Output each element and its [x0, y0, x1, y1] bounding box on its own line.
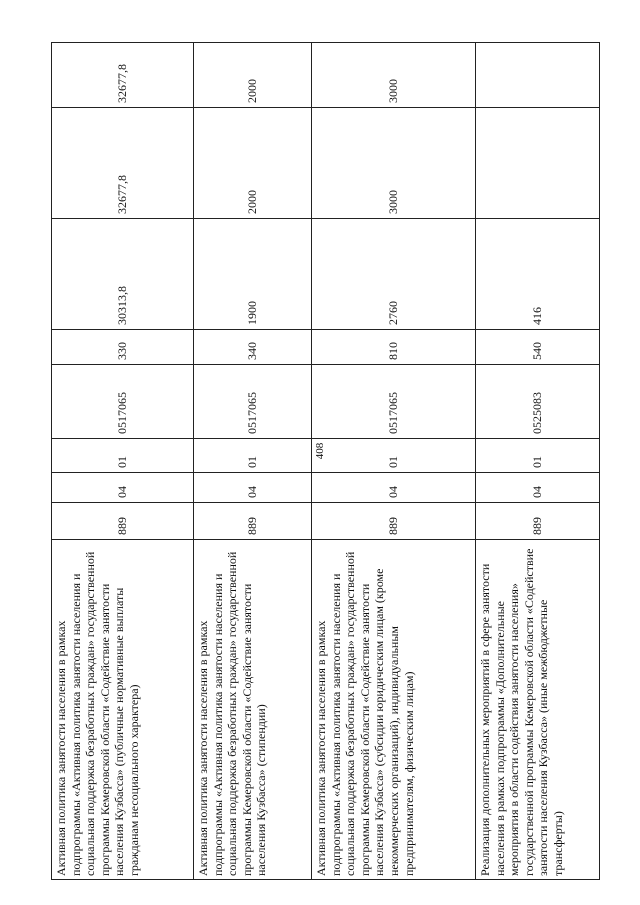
expense-type-code: 340 [194, 330, 312, 365]
table-row [52, 43, 194, 880]
department-code: 889 [194, 503, 312, 540]
subsection-code: 01 [194, 439, 312, 473]
target-article-code: 0517065 [194, 365, 312, 439]
department-code: 889 [312, 503, 476, 540]
subsection-code: 01 [476, 439, 600, 473]
row-description: Реализация дополнительных мероприятий в сфере занятости населения в рамках подпрограммы «Дополнительные мероприятия в области содействия занятости населения» государственной программы Кемеровской области «Содействие занятости населения Кузбасса» (иные межбюджетные трансферты) [476, 540, 600, 880]
table-row [312, 43, 476, 880]
section-code: 04 [312, 473, 476, 503]
budget-table [51, 42, 600, 880]
row-description: Активная политика занятости населения в рамках подпрограммы «Активная политика занятости населения и социальная поддержка безработных граждан» государственной программы Кемеровской области «Содействие занятости населения Кузбасса» (субсидии юридическим лицам (кроме некоммерческих организаций), индивидуальным предпринимателям, физическим лицам) [312, 540, 476, 880]
amount-year-3: 2000 [194, 43, 312, 108]
amount-year-3: 3000 [312, 43, 476, 108]
expense-type-code: 810 [312, 330, 476, 365]
department-code: 889 [52, 503, 194, 540]
amount-year-3: 32677,8 [52, 43, 194, 108]
amount-year-1: 2760 [312, 219, 476, 330]
amount-year-2 [476, 108, 600, 219]
amount-year-1: 1900 [194, 219, 312, 330]
target-article-code: 0517065 [312, 365, 476, 439]
budget-table-rotated [51, 43, 599, 880]
section-code: 04 [194, 473, 312, 503]
amount-year-2: 32677,8 [52, 108, 194, 219]
row-description: Активная политика занятости населения в рамках подпрограммы «Активная политика занятости населения и социальная поддержка безработных граждан» государственной программы Кемеровской области «Содействие занятости населения Кузбасса» (публичные нормативные выплаты гражданам несоциального характера) [52, 540, 194, 880]
target-article-code: 0517065 [52, 365, 194, 439]
section-code: 04 [52, 473, 194, 503]
page-number: 408 [314, 442, 326, 460]
subsection-code: 01 [52, 439, 194, 473]
table-row [476, 43, 600, 880]
table-row [194, 43, 312, 880]
amount-year-2: 2000 [194, 108, 312, 219]
target-article-code: 0525083 [476, 365, 600, 439]
department-code: 889 [476, 503, 600, 540]
amount-year-1: 30313,8 [52, 219, 194, 330]
row-description: Активная политика занятости населения в рамках подпрограммы «Активная политика занятости населения и социальная поддержка безработных граждан» государственной программы Кемеровской области «Содействие занятости населения Кузбасса» (стипендии) [194, 540, 312, 880]
section-code: 04 [476, 473, 600, 503]
subsection-code: 01 [312, 439, 476, 473]
amount-year-3 [476, 43, 600, 108]
expense-type-code: 330 [52, 330, 194, 365]
expense-type-code: 540 [476, 330, 600, 365]
amount-year-1: 416 [476, 219, 600, 330]
amount-year-2: 3000 [312, 108, 476, 219]
